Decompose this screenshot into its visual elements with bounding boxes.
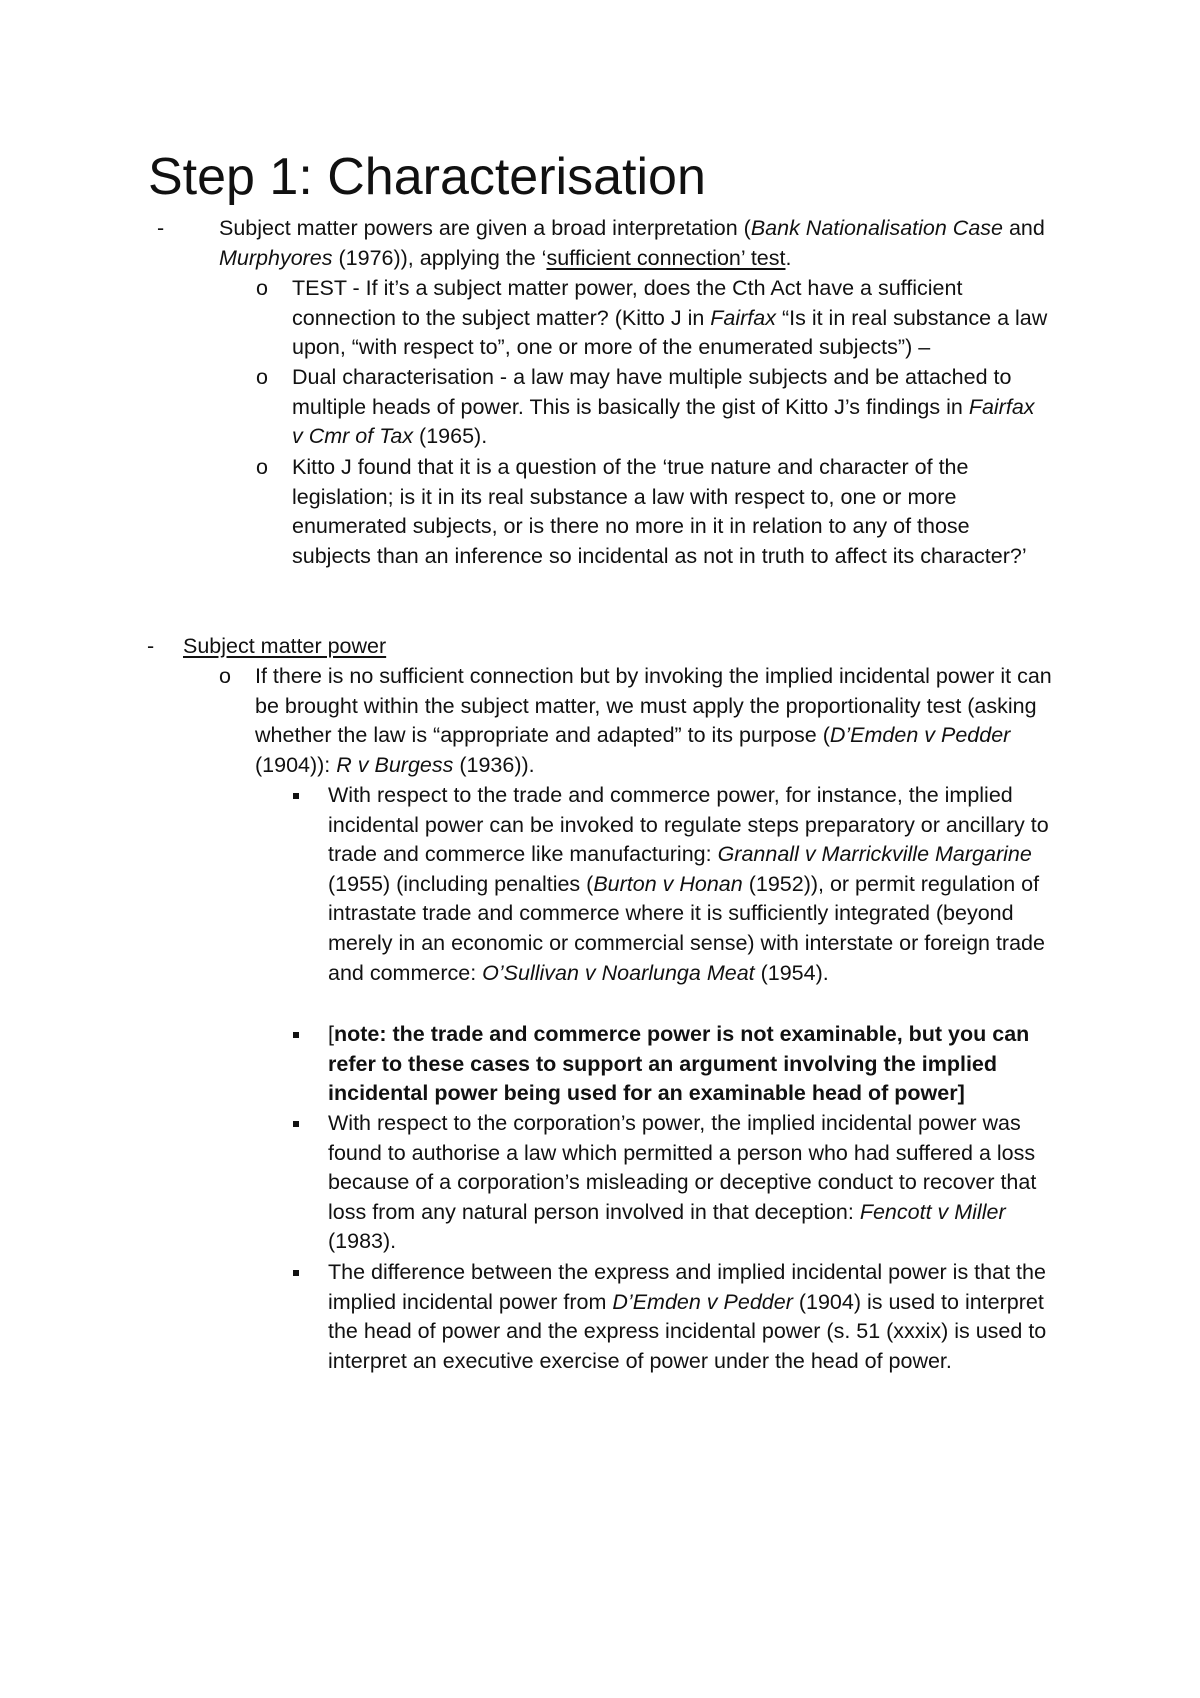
paragraph-text: The difference between the express and implied incidental power is that the implied incidental power from D’Emden v Pedder (1904) is used to interpret the head of power and the express incidental power (s. 51 (xxxix) is used to interpret an executive exercise of power under the head of power. <box>328 1260 1047 1373</box>
list-item <box>328 1258 1065 1376</box>
list-item <box>256 453 1049 571</box>
square-bullet <box>293 793 299 799</box>
list-item <box>147 632 1049 662</box>
list-item <box>157 214 1049 273</box>
dash-bullet: - <box>157 216 165 240</box>
list-item <box>256 363 1049 452</box>
paragraph-text: Dual characterisation - a law may have multiple subjects and be attached to multiple heads of power. This is basically the gist of Kitto J’s findings in Fairfax v Cmr of Tax (1965). <box>292 365 1035 449</box>
paragraph-text: Subject matter powers are given a broad interpretation (Bank Nationalisation Case and Murphyores (1976)), applying the ‘sufficient connection’ test. <box>219 216 1045 270</box>
circle-bullet: o <box>256 365 268 389</box>
note-text: [note: the trade and commerce power is not examinable, but you can refer to these cases to support an argument involving the implied incidental power being used for an examinable head of power] <box>328 1022 1030 1106</box>
page-title: Step 1: Characterisation <box>148 148 706 206</box>
paragraph-text: With respect to the trade and commerce power, for instance, the implied incidental power can be invoked to regulate steps preparatory or ancillary to trade and commerce like manufacturing: Grannall v Marrickville Margarine (1955) (including penalties (Burton v Honan (1952)), or permit regulation of intrastate trade and commerce where it is sufficiently integrated (beyond merely in an economic or commercial sense) with interstate or foreign trade and commerce: O’Sullivan v Noarlunga Meat (1954). <box>328 783 1049 985</box>
square-bullet <box>293 1270 299 1276</box>
dash-bullet: - <box>147 634 155 658</box>
section-label: Subject matter power <box>183 634 387 658</box>
list-item <box>328 1109 1065 1257</box>
circle-bullet: o <box>256 276 268 300</box>
paragraph-text: If there is no sufficient connection but by invoking the implied incidental power it can be brought within the subject matter, we must apply the proportionality test (asking whether the law is “appropriate and adapted” to its purpose (D’Emden v Pedder (1904)): R v Burgess (1936)). <box>255 664 1052 777</box>
circle-bullet: o <box>219 664 231 688</box>
list-item <box>219 662 1065 780</box>
square-bullet <box>293 1032 299 1038</box>
paragraph-text: TEST - If it’s a subject matter power, does the Cth Act have a sufficient connection to the subject matter? (Kitto J in Fairfax “Is it in real substance a law upon, “with respect to”, one or more of the enumerated subjects”) – <box>292 276 1048 360</box>
paragraph-text: Kitto J found that it is a question of the ‘true nature and character of the legislation; is it in its real substance a law with respect to, one or more enumerated subjects, or is there no more in it in relation to any of those subjects than an inference so incidental as not in truth to affect its character?’ <box>292 455 1027 568</box>
list-item <box>328 781 1065 988</box>
list-item <box>256 274 1049 363</box>
paragraph-text: With respect to the corporation’s power, the implied incidental power was found to authorise a law which permitted a person who had suffered a loss because of a corporation’s misleading or deceptive conduct to recover that loss from any natural person involved in that deception: Fencott v Miller (1983). <box>328 1111 1037 1254</box>
square-bullet <box>293 1121 299 1127</box>
list-item <box>328 1020 1065 1109</box>
circle-bullet: o <box>256 455 268 479</box>
